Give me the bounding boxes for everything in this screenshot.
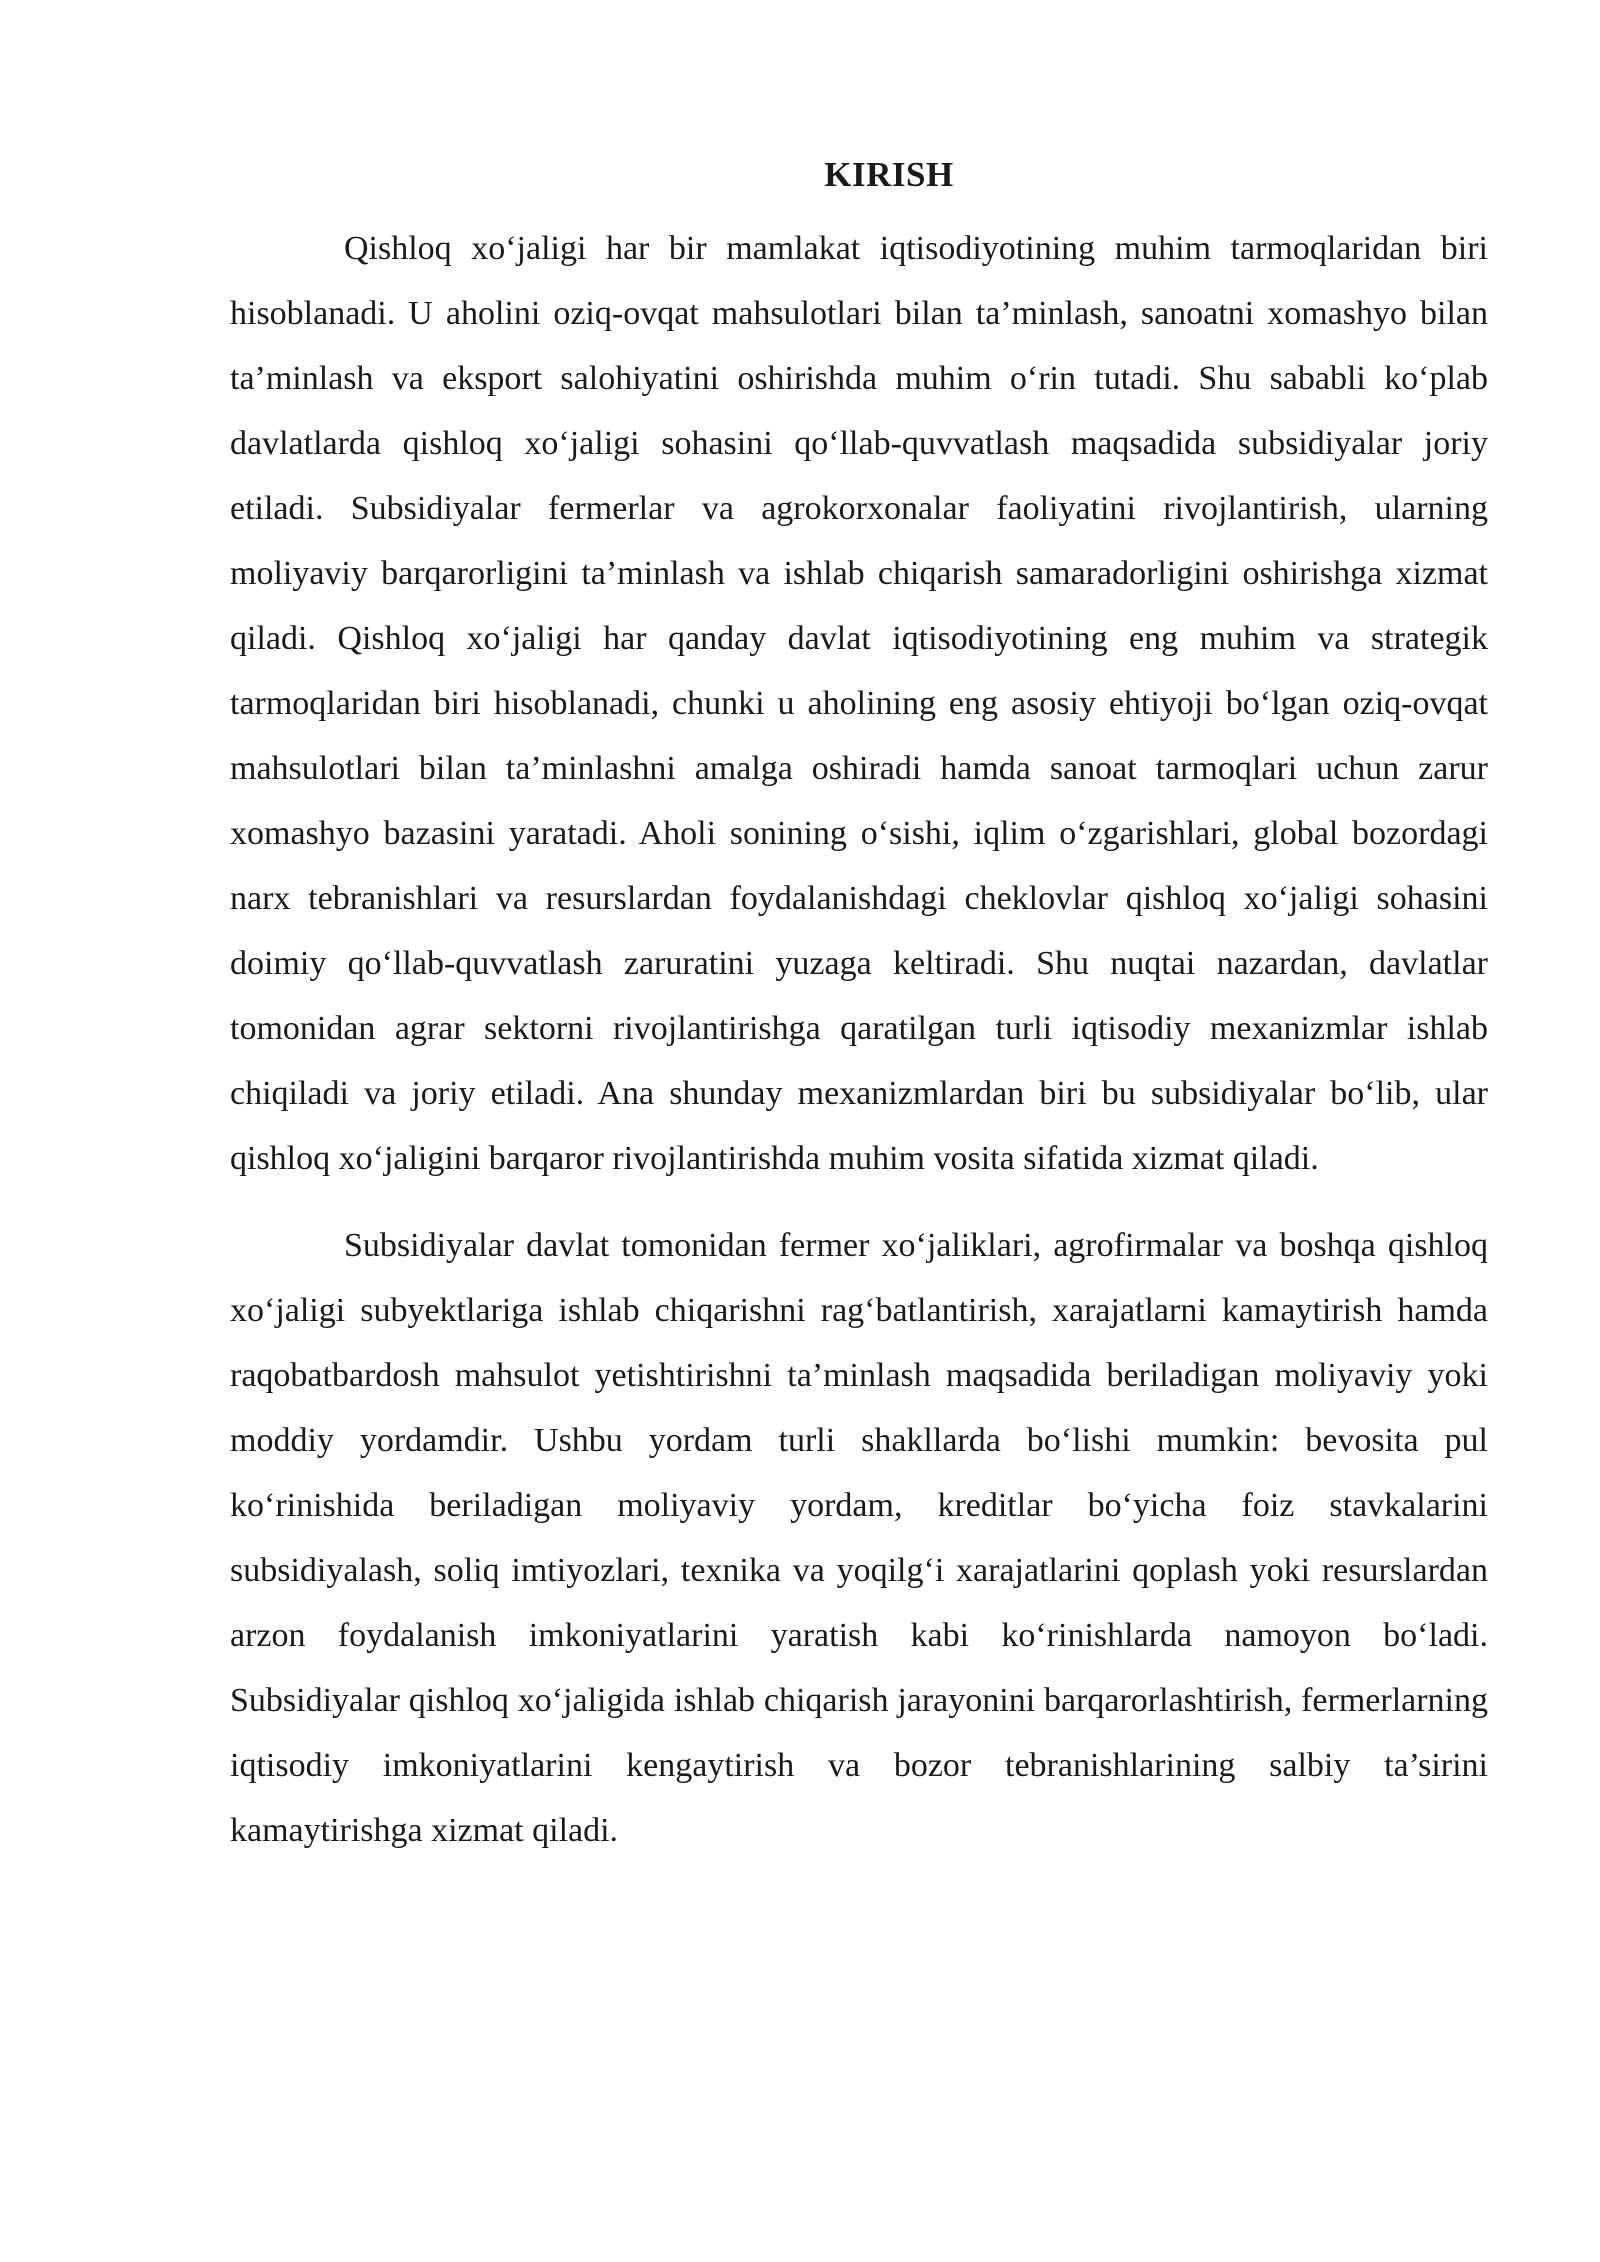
document-body [230, 148, 1488, 1863]
paragraph-subsidies: Subsidiyalar davlat tomonidan fermer xo‘jaliklari, agrofirmalar va boshqa qishloq xo‘jaligi subyektlariga ishlab chiqarishni rag‘batlantirish, xarajatlarni kamaytirish hamda raqobatbardosh mahsulot yetishtirishni ta’minlash maqsadida beriladigan moliyaviy yoki moddiy yordamdir. Ushbu yordam turli shakllarda bo‘lishi mumkin: bevosita pul ko‘rinishida beriladigan moliyaviy yordam, kreditlar bo‘yicha foiz stavkalarini subsidiyalash, soliq imtiyozlari, texnika va yoqilg‘i xarajatlarini qoplash yoki resurslardan arzon foydalanish imkoniyatlarini yaratish kabi ko‘rinishlarda namoyon bo‘ladi. Subsidiyalar qishloq xo‘jaligida ishlab chiqarish jarayonini barqarorlashtirish, fermerlarning iqtisodiy imkoniyatlarini kengaytirish va bozor tebranishlarining salbiy ta’sirini kamaytirishga xizmat qiladi. [230, 1227, 1488, 1849]
page-title: KIRISH [824, 155, 954, 194]
paragraph-intro: Qishloq xo‘jaligi har bir mamlakat iqtisodiyotining muhim tarmoqlaridan biri hisoblanadi. U aholini oziq-ovqat mahsulotlari bilan ta’minlash, sanoatni xomashyo bilan ta’minlash va eksport salohiyatini oshirishda muhim o‘rin tutadi. Shu sababli ko‘plab davlatlarda qishloq xo‘jaligi sohasini qo‘llab-quvvatlash maqsadida subsidiyalar joriy etiladi. Subsidiyalar fermerlar va agrokorxonalar faoliyatini rivojlantirish, ularning moliyaviy barqarorligini ta’minlash va ishlab chiqarish samaradorligini oshirishga xizmat qiladi. Qishloq xo‘jaligi har qanday davlat iqtisodiyotining eng muhim va strategik tarmoqlaridan biri hisoblanadi, chunki u aholining eng asosiy ehtiyoji bo‘lgan oziq-ovqat mahsulotlari bilan ta’minlashni amalga oshiradi hamda sanoat tarmoqlari uchun zarur xomashyo bazasini yaratadi. Aholi sonining o‘sishi, iqlim o‘zgarishlari, global bozordagi narx tebranishlari va resurslardan foydalanishdagi cheklovlar qishloq xo‘jaligi sohasini doimiy qo‘llab-quvvatlash zaruratini yuzaga keltiradi. Shu nuqtai nazardan, davlatlar tomonidan agrar sektorni rivojlantirishga qaratilgan turli iqtisodiy mexanizmlar ishlab chiqiladi va joriy etiladi. Ana shunday mexanizmlardan biri bu subsidiyalar bo‘lib, ular qishloq xo‘jaligini barqaror rivojlantirishda muhim vosita sifatida xizmat qiladi. [230, 230, 1488, 1177]
